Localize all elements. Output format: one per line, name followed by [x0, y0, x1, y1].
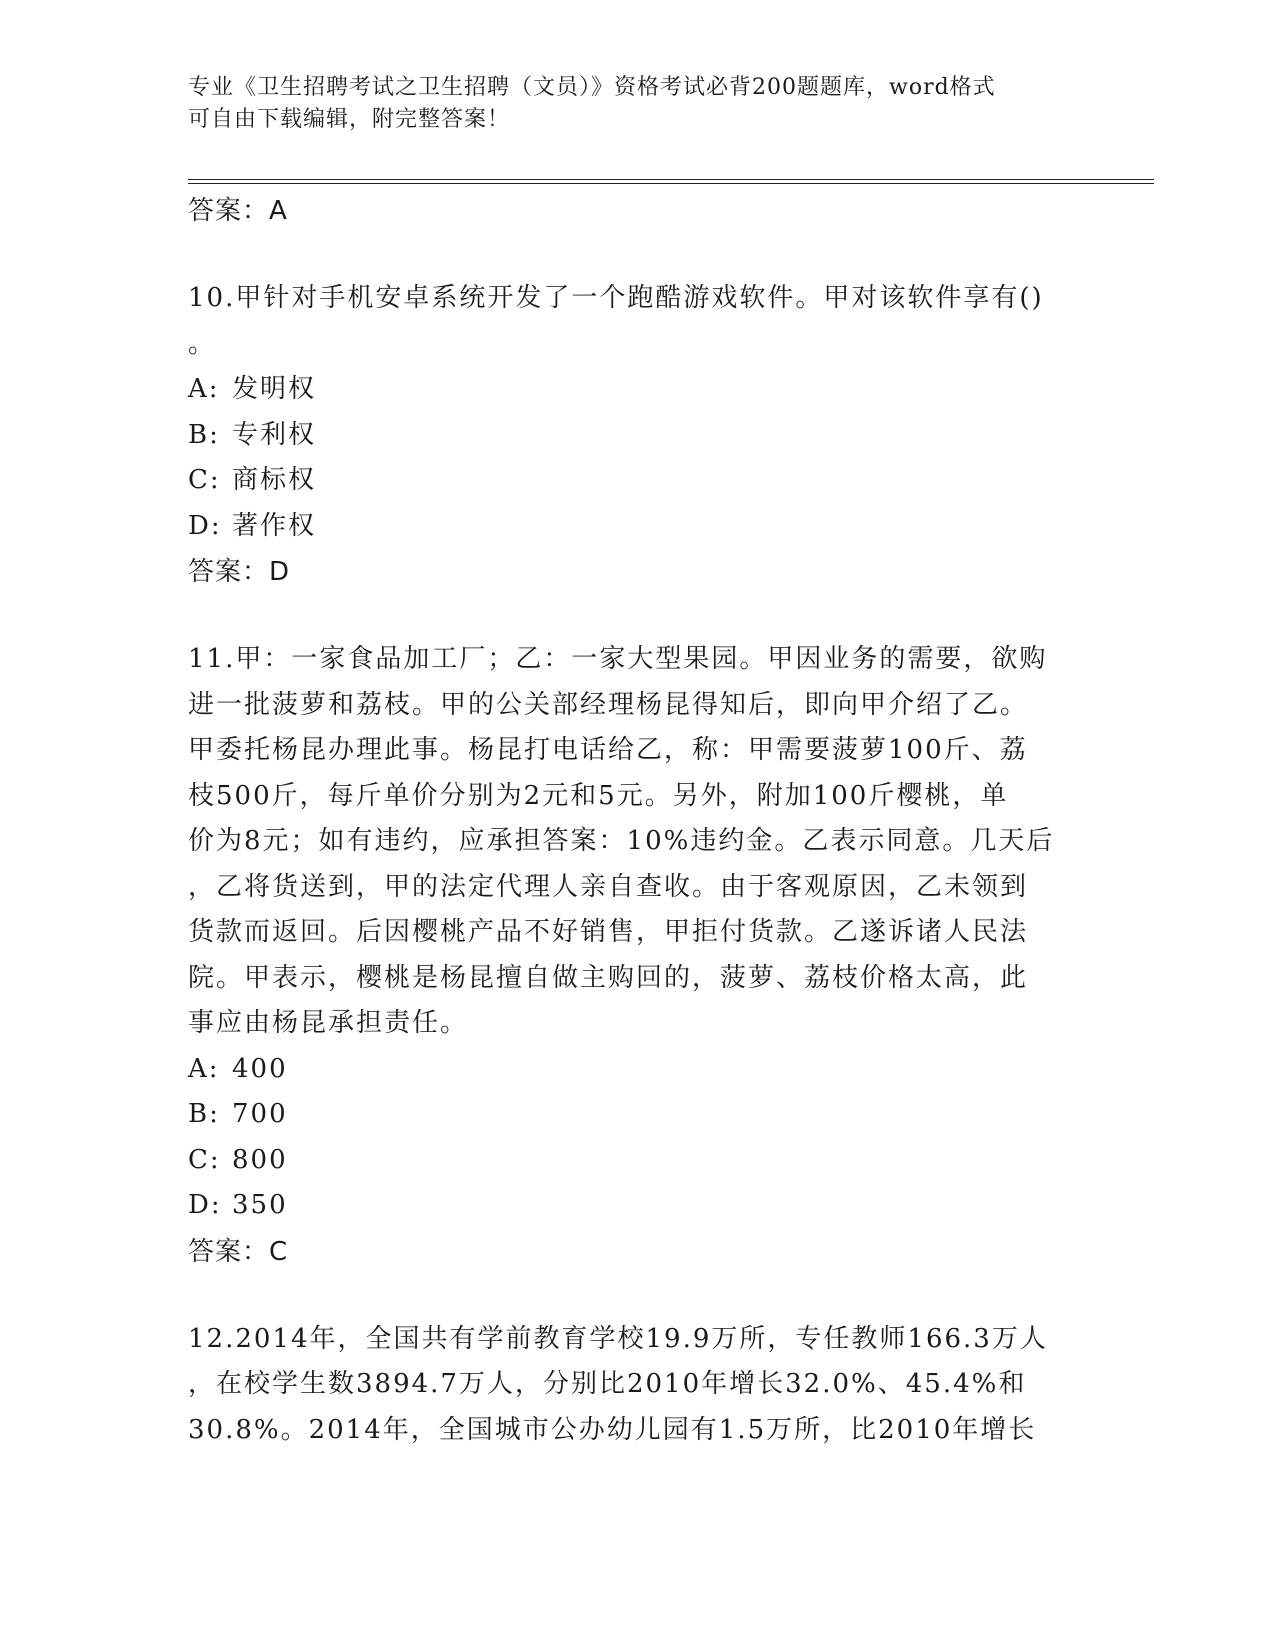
option-text: 发明权 [232, 374, 317, 404]
header-divider-top [188, 179, 1154, 180]
question-10-option-a [188, 367, 1088, 413]
option-text: 400 [232, 1053, 288, 1084]
question-11 [188, 637, 1088, 1275]
question-11-option-d [188, 1183, 1088, 1229]
question-10-stem: 10.甲针对手机安卓系统开发了一个跑酷游戏软件。甲对该软件享有() 。 [188, 283, 1044, 359]
option-letter: A: [188, 1053, 220, 1084]
option-letter: C: [188, 1144, 221, 1175]
question-12 [188, 1317, 1088, 1454]
option-text: 著作权 [232, 510, 317, 541]
option-text: 800 [232, 1144, 288, 1175]
question-12-stem: 12.2014年，全国共有学前教育学校19.9万所，专任教师166.3万人 ，在校学生数3894.7万人，分别比2010年增长32.0%、45.4%和 30.8%。2014年，全国城市公办幼儿园有1.5万所，比2010年增长 [188, 1323, 1048, 1445]
spacer [188, 234, 1088, 276]
question-10 [188, 276, 1088, 595]
previous-answer: 答案：A [188, 196, 288, 226]
option-text: 专利权 [232, 419, 317, 450]
question-10-option-b [188, 413, 1088, 459]
option-letter: D: [188, 1190, 222, 1220]
question-11-option-a [188, 1047, 1088, 1093]
question-11-option-c [188, 1138, 1088, 1184]
option-text: 700 [232, 1099, 288, 1129]
question-10-answer: 答案：D [188, 557, 291, 587]
option-text: 商标权 [232, 465, 317, 495]
document-header [188, 72, 1088, 136]
spacer [188, 1275, 1088, 1317]
question-11-stem: 11.甲：一家食品加工厂；乙：一家大型果园。甲因业务的需要，欲购 进一批菠萝和荔枝。甲的公关部经理杨昆得知后，即向甲介绍了乙。 甲委托杨昆办理此事。杨昆打电话给乙，称：甲需要菠萝100斤、荔 枝500斤，每斤单价分别为2元和5元。另外，附加100斤樱桃，单 价为8元；如有违约，应承担答案：10%违约金。乙表示同意。几天后 ，乙将货送到，甲的法定代理人亲自查收。由于客观原因，乙未领到 货款而返回。后因樱桃产品不好销售，甲拒付货款。乙遂诉诸人民法 院。甲表示，樱桃是杨昆擅自做主购回的，菠萝、荔枝价格太高，此 事应由杨昆承担责任。 [188, 644, 1055, 1038]
question-11-answer: 答案：C [188, 1236, 289, 1267]
option-letter: D: [188, 510, 222, 541]
spacer [188, 595, 1088, 637]
question-10-option-d [188, 504, 1088, 550]
option-letter: B: [188, 419, 220, 450]
header-title: 专业《卫生招聘考试之卫生招聘（文员）》资格考试必背200题题库，word格式 可自由下载编辑，附完整答案！ [188, 75, 996, 132]
header-divider-bottom [188, 183, 1154, 184]
option-letter: A: [188, 374, 220, 404]
question-10-option-c [188, 458, 1088, 504]
option-letter: B: [188, 1099, 220, 1129]
document-body [188, 188, 1088, 1453]
question-11-option-b [188, 1092, 1088, 1138]
option-text: 350 [232, 1190, 288, 1220]
option-letter: C: [188, 465, 221, 495]
